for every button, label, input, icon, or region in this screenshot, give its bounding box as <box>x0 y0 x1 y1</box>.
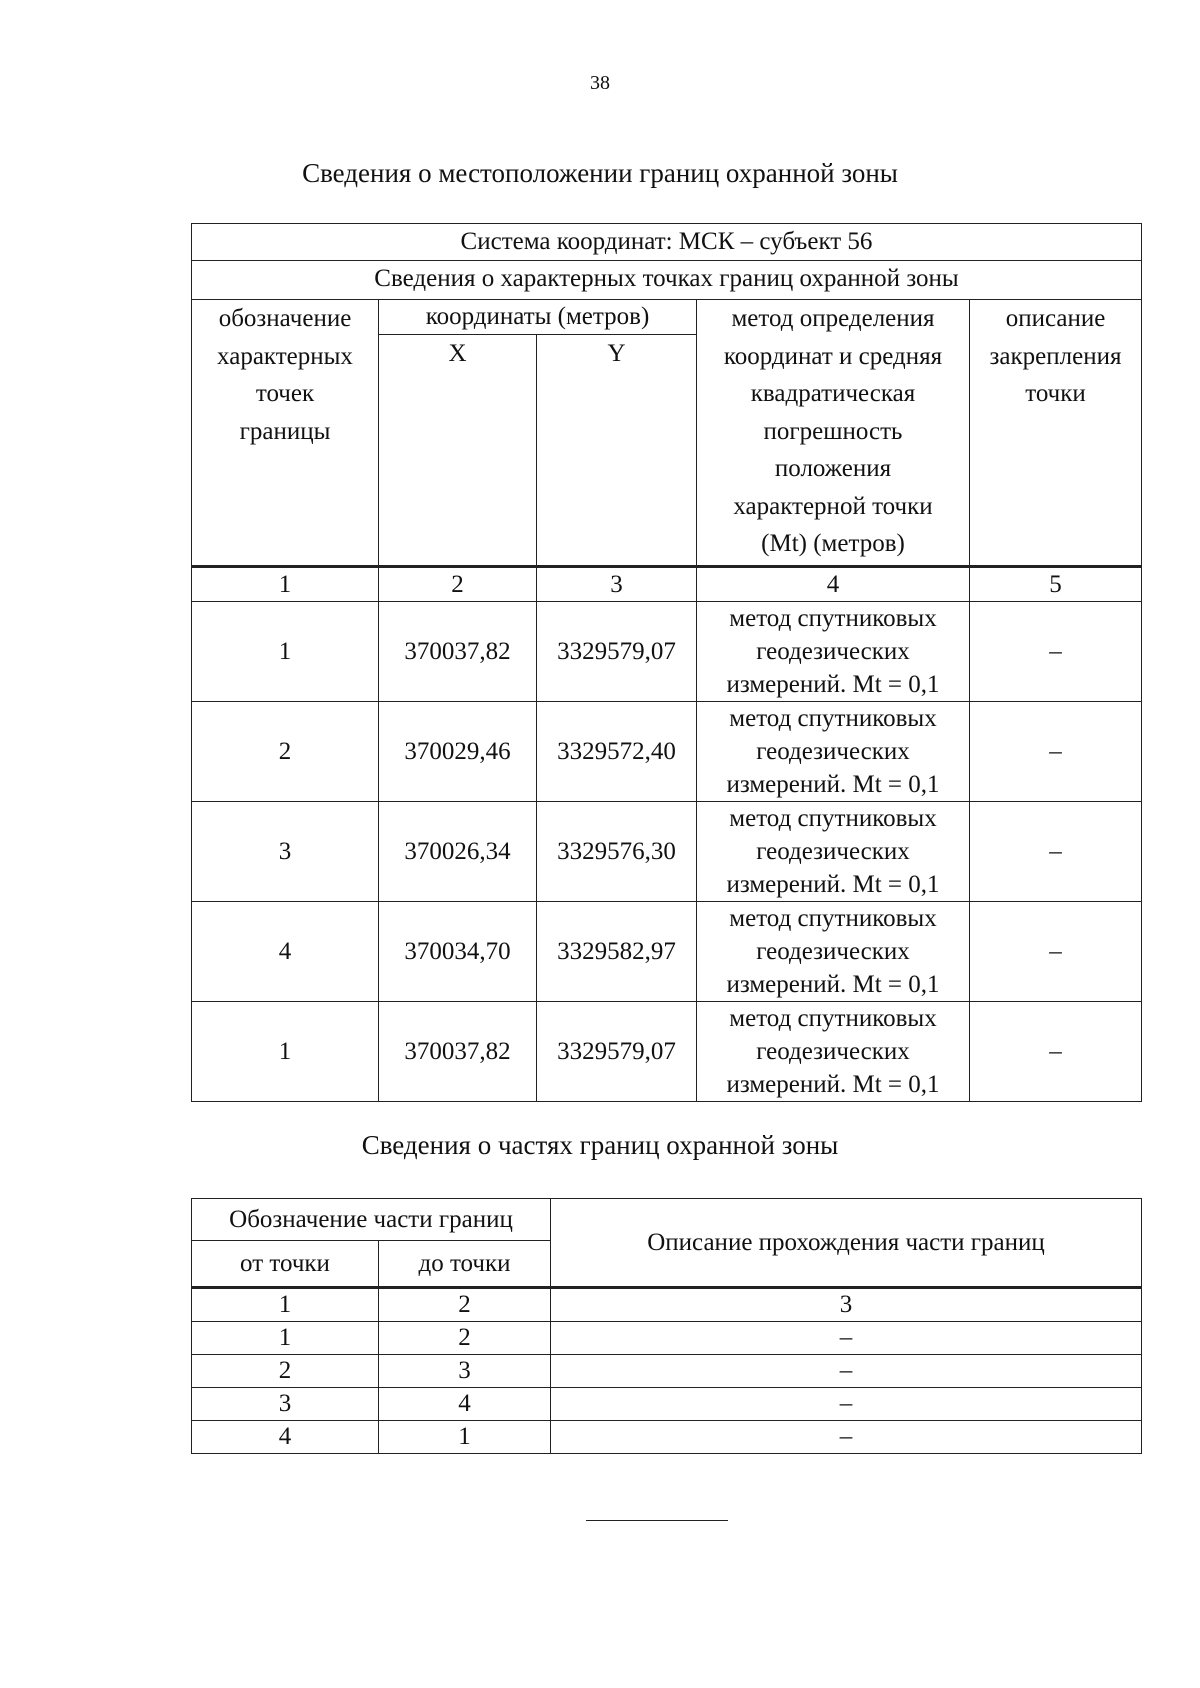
header-designation <box>192 300 379 567</box>
header-method-line: метод определения <box>731 305 935 332</box>
points-table <box>191 223 1142 1102</box>
table-row <box>192 1322 1142 1355</box>
coord-x: 370037,82 <box>379 602 537 702</box>
coord-x: 370026,34 <box>379 802 537 902</box>
method-line: измерений. Mt = 0,1 <box>726 671 940 698</box>
table-row <box>192 902 1142 1002</box>
part-description: – <box>551 1421 1142 1454</box>
column-number: 2 <box>379 567 537 602</box>
table-row <box>192 1388 1142 1421</box>
method-line: геодезических <box>756 938 910 965</box>
coord-x: 370034,70 <box>379 902 537 1002</box>
method-line: геодезических <box>756 638 910 665</box>
coord-y: 3329582,97 <box>537 902 697 1002</box>
header-fixing-line: закрепления <box>989 342 1122 370</box>
points-subtitle: Сведения о характерных точках границ охранной зоны <box>192 261 1142 300</box>
from-point: 3 <box>192 1388 379 1421</box>
fixing: – <box>970 602 1142 702</box>
header-method-line: погрешность <box>763 417 903 445</box>
method <box>697 902 970 1002</box>
part-description: – <box>551 1388 1142 1421</box>
header-designation-line: точек <box>255 380 315 407</box>
from-point: 1 <box>192 1322 379 1355</box>
column-number: 2 <box>379 1288 551 1322</box>
coordinate-system: Система координат: МСК – субъект 56 <box>192 224 1142 261</box>
column-number: 1 <box>192 1288 379 1322</box>
table-row <box>192 802 1142 902</box>
column-number: 4 <box>697 567 970 602</box>
method <box>697 1002 970 1102</box>
header-from-point: от точки <box>192 1241 379 1288</box>
table-row <box>192 1421 1142 1454</box>
section1-title: Сведения о местоположении границ охранной зоны <box>302 158 898 188</box>
header-to-point: до точки <box>379 1241 551 1288</box>
header-fixing-line: описание <box>1005 305 1106 332</box>
method-line: метод спутниковых <box>729 605 937 632</box>
point-id: 1 <box>192 1002 379 1102</box>
table-row <box>192 1002 1142 1102</box>
header-method-line: положения <box>774 455 892 482</box>
footer-rule <box>586 1520 728 1521</box>
table-row <box>192 602 1142 702</box>
header-coords: координаты (метров) <box>379 300 697 335</box>
header-designation-line: характерных <box>217 342 353 370</box>
coord-y: 3329576,30 <box>537 802 697 902</box>
header-method-line: координат и средняя <box>723 342 943 370</box>
method-line: геодезических <box>756 738 910 765</box>
header-part-description: Описание прохождения части границ <box>551 1199 1142 1288</box>
method-line: геодезических <box>756 1038 910 1065</box>
header-fixing <box>970 300 1142 567</box>
header-x: X <box>379 335 537 567</box>
method <box>697 602 970 702</box>
section2-title: Сведения о частях границ охранной зоны <box>361 1130 839 1160</box>
part-description: – <box>551 1322 1142 1355</box>
method-line: метод спутниковых <box>729 805 937 832</box>
header-method <box>697 300 970 567</box>
method-line: измерений. Mt = 0,1 <box>726 871 940 898</box>
coord-y: 3329579,07 <box>537 602 697 702</box>
point-id: 4 <box>192 902 379 1002</box>
column-number: 1 <box>192 567 379 602</box>
coord-x: 370037,82 <box>379 1002 537 1102</box>
to-point: 2 <box>379 1322 551 1355</box>
method-line: метод спутниковых <box>729 1005 937 1032</box>
column-number: 3 <box>551 1288 1142 1322</box>
method-line: измерений. Mt = 0,1 <box>726 771 940 798</box>
point-id: 3 <box>192 802 379 902</box>
header-designation-line: границы <box>239 417 331 445</box>
coord-y: 3329579,07 <box>537 1002 697 1102</box>
table-row <box>192 1355 1142 1388</box>
fixing: – <box>970 802 1142 902</box>
header-designation-line: обозначение <box>218 305 352 332</box>
fixing: – <box>970 902 1142 1002</box>
header-part-designation: Обозначение части границ <box>192 1199 551 1241</box>
parts-table <box>191 1198 1142 1454</box>
header-fixing-line: точки <box>1025 380 1086 407</box>
method <box>697 702 970 802</box>
column-number: 5 <box>970 567 1142 602</box>
method-line: метод спутниковых <box>729 905 937 932</box>
point-id: 1 <box>192 602 379 702</box>
point-id: 2 <box>192 702 379 802</box>
to-point: 4 <box>379 1388 551 1421</box>
header-method-line: характерной точки <box>733 492 933 520</box>
from-point: 2 <box>192 1355 379 1388</box>
page-number: 38 <box>590 72 610 94</box>
method-line: измерений. Mt = 0,1 <box>726 971 940 998</box>
method-line: метод спутниковых <box>729 705 937 732</box>
column-number: 3 <box>537 567 697 602</box>
header-method-line: квадратическая <box>750 380 916 407</box>
method <box>697 802 970 902</box>
header-method-line: (Mt) (метров) <box>761 530 905 557</box>
fixing: – <box>970 702 1142 802</box>
table-row <box>192 702 1142 802</box>
fixing: – <box>970 1002 1142 1102</box>
header-y: Y <box>537 335 697 567</box>
coord-y: 3329572,40 <box>537 702 697 802</box>
coord-x: 370029,46 <box>379 702 537 802</box>
method-line: геодезических <box>756 838 910 865</box>
to-point: 1 <box>379 1421 551 1454</box>
part-description: – <box>551 1355 1142 1388</box>
from-point: 4 <box>192 1421 379 1454</box>
method-line: измерений. Mt = 0,1 <box>726 1071 940 1098</box>
to-point: 3 <box>379 1355 551 1388</box>
